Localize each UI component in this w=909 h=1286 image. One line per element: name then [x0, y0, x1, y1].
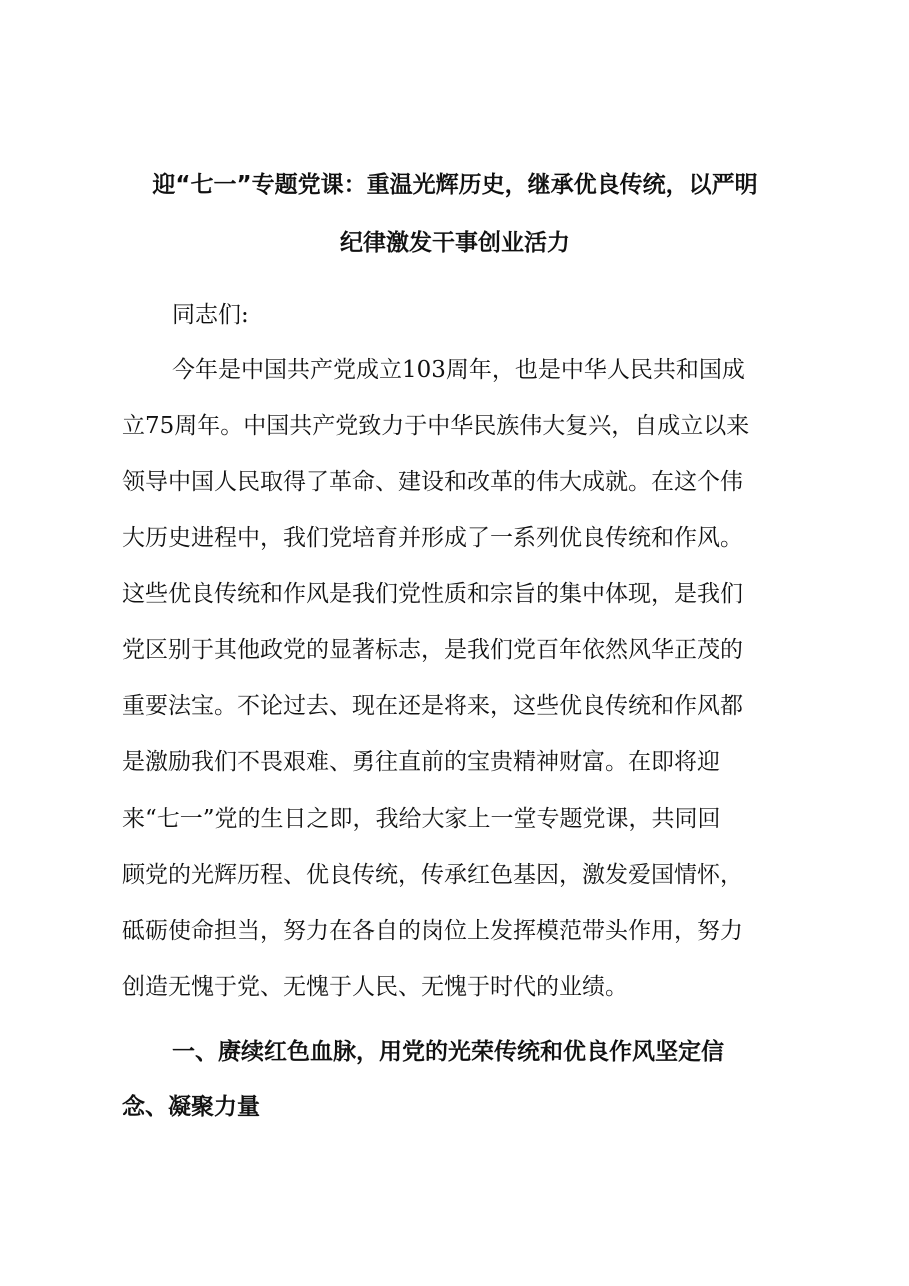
paragraph-line: 砥砺使命担当，努力在各自的岗位上发挥模范带头作用，努力 — [122, 918, 743, 944]
paragraph-line: 重要法宝。不论过去、现在还是将来，这些优良传统和作风都 — [122, 693, 743, 719]
paragraph-line: 是激励我们不畏艰难、勇往直前的宝贵精神财富。在即将迎 — [122, 749, 720, 775]
paragraph-line: 来“七一”党的生日之即，我给大家上一堂专题党课，共同回 — [122, 806, 721, 832]
salutation: 同志们: — [172, 302, 249, 328]
paragraph-line: 今年是中国共产党成立103周年，也是中华人民共和国成 — [172, 357, 745, 383]
paragraph-line: 顾党的光辉历程、优良传统，传承红色基因，激发爱国情怀， — [122, 862, 743, 888]
document-title-line-1: 迎“七一”专题党课：重温光辉历史，继承优良传统，以严明 — [152, 172, 758, 198]
section-heading-line-1: 一、赓续红色血脉，用党的光荣传统和优良作风坚定信 — [172, 1039, 724, 1065]
paragraph-line: 立75周年。中国共产党致力于中华民族伟大复兴，自成立以来 — [122, 413, 750, 439]
paragraph-line: 领导中国人民取得了革命、建设和改革的伟大成就。在这个伟 — [122, 469, 743, 495]
paragraph-line: 大历史进程中，我们党培育并形成了一系列优良传统和作风。 — [122, 525, 743, 551]
paragraph-line: 这些优良传统和作风是我们党性质和宗旨的集中体现，是我们 — [122, 581, 743, 607]
section-heading-line-2: 念、凝聚力量 — [122, 1094, 260, 1120]
paragraph-line: 创造无愧于党、无愧于人民、无愧于时代的业绩。 — [122, 974, 628, 1000]
paragraph-line: 党区别于其他政党的显著标志，是我们党百年依然风华正茂的 — [122, 637, 743, 663]
document-title-line-2: 纪律激发干事创业活力 — [340, 230, 570, 256]
